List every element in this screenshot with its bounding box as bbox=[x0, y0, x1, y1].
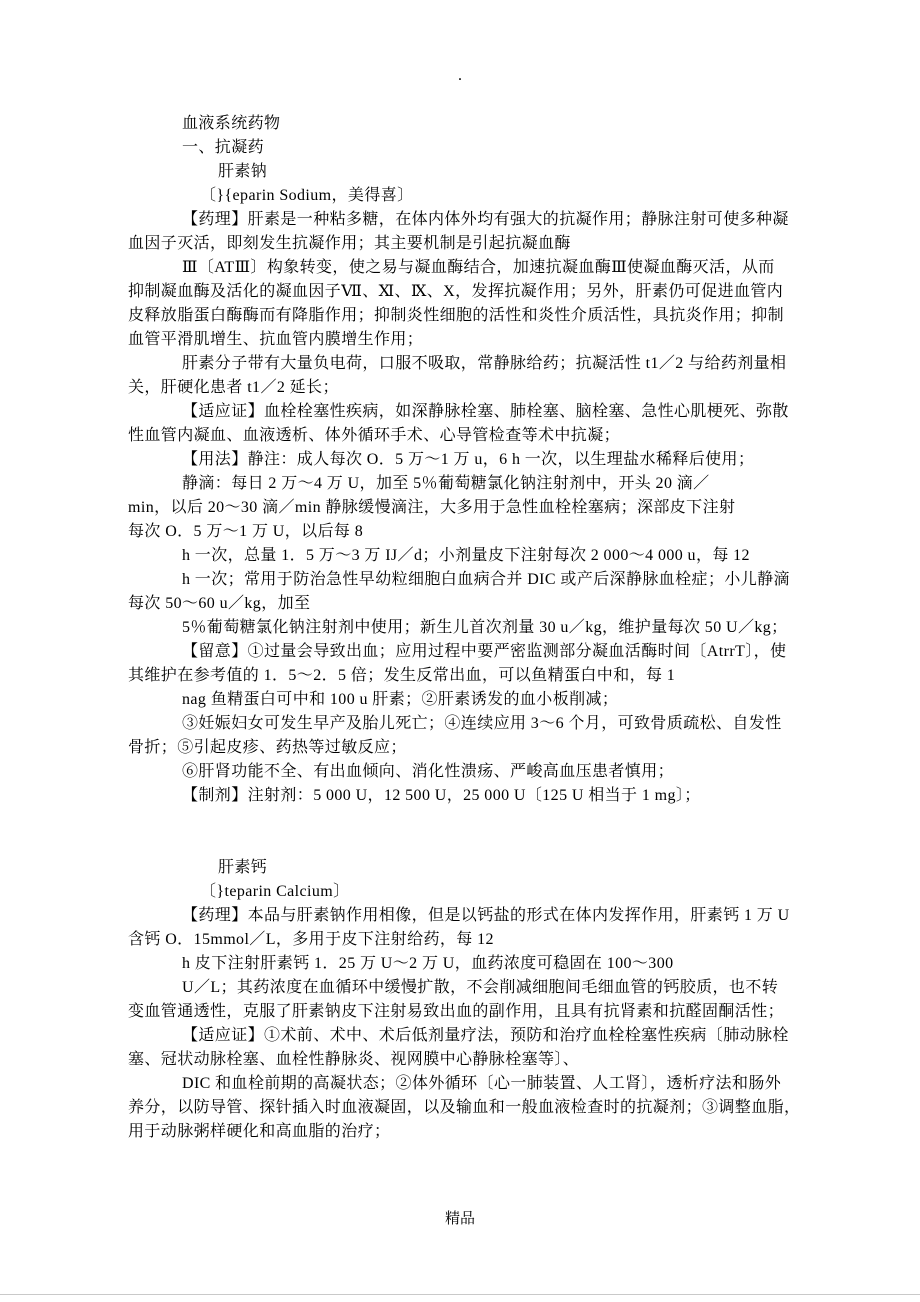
text-line: 关，肝硬化患者 t1／2 延长； bbox=[128, 379, 339, 396]
text-line bbox=[128, 832, 796, 856]
text-line: 肝素钙 bbox=[218, 859, 268, 876]
text-line: DIC 和血栓前期的高凝状态；②体外循环〔心一肺装置、人工肾〕，透析疗法和肠外 bbox=[182, 1075, 782, 1092]
text-line: 骨折；⑤引起皮疹、药热等过敏反应； bbox=[128, 739, 407, 756]
text-line: 变血管通透性，克服了肝素钠皮下注射易致出血的副作用，且具有抗肾素和抗醛固酮活性； bbox=[128, 1003, 785, 1020]
text-line: min，以后 20～30 滴／min 静脉缓慢滴注，大多用于急性血栓栓塞病；深部皮下注射 bbox=[128, 499, 736, 516]
text-line: 其维护在参考值的 1．5～2．5 倍；发生反常出血，可以鱼精蛋白中和，每 1 bbox=[128, 667, 676, 684]
text-line: Ⅲ〔ATⅢ〕构象转变，使之易与凝血酶结合，加速抗凝血酶Ⅲ使凝血酶灭活，从而 bbox=[182, 259, 775, 276]
text-line: ⑥肝肾功能不全、有出血倾向、消化性溃疡、严峻高血压患者慎用； bbox=[182, 763, 675, 780]
text-line: 血液系统药物 bbox=[182, 115, 281, 132]
text-line: 塞、冠状动脉栓塞、血栓性静脉炎、视网膜中心静脉栓塞等〕、 bbox=[128, 1051, 580, 1068]
text-line: nag 鱼精蛋白可中和 100 u 肝素；②肝素诱发的血小板削减； bbox=[182, 691, 619, 708]
text-line: 【留意】①过量会导致出血；应用过程中要严密监测部分凝血活酶时间〔AtrrT〕，使 bbox=[182, 643, 787, 660]
text-line: 养分，以防导管、探针插入时血液凝固，以及输血和一般血液检查时的抗凝剂；③调整血脂， bbox=[128, 1099, 801, 1116]
document-body bbox=[128, 112, 801, 1144]
top-dot-mark: . bbox=[458, 67, 462, 84]
text-line bbox=[128, 808, 796, 832]
text-line: ③妊娠妇女可发生早产及胎儿死亡；④连续应用 3～6 个月，可致骨质疏松、自发性 bbox=[182, 715, 782, 732]
text-line: h 一次；常用于防治急性早幼粒细胞白血病合并 DIC 或产后深静脉血栓症；小儿静滴 bbox=[182, 571, 790, 588]
text-line: 一、抗凝药 bbox=[182, 139, 265, 156]
text-line: h 皮下注射肝素钙 1．25 万 U～2 万 U，血药浓度可稳固在 100～300 bbox=[182, 955, 674, 972]
text-line: 血管平滑肌增生、抗血管内膜增生作用； bbox=[128, 331, 424, 348]
text-line: 【适应证】血栓栓塞性疾病，如深静脉栓塞、肺栓塞、脑栓塞、急性心肌梗死、弥散 bbox=[182, 403, 789, 420]
text-line: 静滴：每日 2 万～4 万 U，加至 5％葡萄糖氯化钠注射剂中，开头 20 滴／ bbox=[182, 475, 710, 492]
footer-label: 精品 bbox=[444, 1211, 475, 1227]
text-line: h 一次，总量 1．5 万～3 万 IJ／d；小剂量皮下注射每次 2 000～4 000 u，每 12 bbox=[182, 547, 750, 564]
text-line: 【适应证】①术前、术中、术后低剂量疗法，预防和治疗血栓栓塞性疾病〔肺动脉栓 bbox=[182, 1027, 789, 1044]
text-line: 抑制凝血酶及活化的凝血因子Ⅶ、Ⅺ、Ⅸ、X，发挥抗凝作用；另外，肝素仍可促进血管内 bbox=[128, 283, 784, 300]
text-line: 每次 50～60 u／kg，加至 bbox=[128, 595, 311, 612]
text-line: 含钙 O．15mmol／L，多用于皮下注射给药，每 12 bbox=[128, 931, 494, 948]
text-line: 性血管内凝血、血液透析、体外循环手术、心导管检查等术中抗凝； bbox=[128, 427, 621, 444]
text-line: 【制剂】注射剂：5 000 U，12 500 U，25 000 U〔125 U 相当于 1 mg〕； bbox=[182, 787, 701, 804]
text-line: 肝素分子带有大量负电荷，口服不吸取，常静脉给药；抗凝活性 t1／2 与给药剂量相 bbox=[182, 355, 787, 372]
text-line: 〔}teparin Calcium〕 bbox=[200, 883, 350, 900]
text-line: 5％葡萄糖氯化钠注射剂中使用；新生儿首次剂量 30 u／kg，维护量每次 50 U／kg； bbox=[182, 619, 788, 636]
text-line: 血因子灭活，即刻发生抗凝作用；其主要机制是引起抗凝血酶 bbox=[128, 235, 571, 252]
text-line: 皮释放脂蛋白酶酶而有降脂作用；抑制炎性细胞的活性和炎性介质活性，具抗炎作用；抑制 bbox=[128, 307, 785, 324]
text-line: 【用法】静注：成人每次 O．5 万～1 万 u，6 h 一次，以生理盐水稀释后使用； bbox=[182, 451, 755, 468]
page-bottom-edge bbox=[0, 1294, 920, 1295]
text-line: 【药理】本品与肝素钠作用相像，但是以钙盐的形式在体内发挥作用，肝素钙 1 万 U bbox=[182, 907, 790, 924]
text-line: 每次 O．5 万～1 万 U，以后每 8 bbox=[128, 523, 364, 540]
text-line: U／L；其药浓度在血循环中缓慢扩散，不会削减细胞间毛细血管的钙胶质，也不转 bbox=[182, 979, 779, 996]
text-line: 【药理】肝素是一种粘多糖，在体内体外均有强大的抗凝作用；静脉注射可使多种凝 bbox=[182, 211, 789, 228]
text-line: 用于动脉粥样硬化和高血脂的治疗； bbox=[128, 1123, 391, 1140]
text-line: 〔}{eparin Sodium，美得喜〕 bbox=[200, 187, 414, 204]
text-line: 肝素钠 bbox=[218, 163, 268, 180]
